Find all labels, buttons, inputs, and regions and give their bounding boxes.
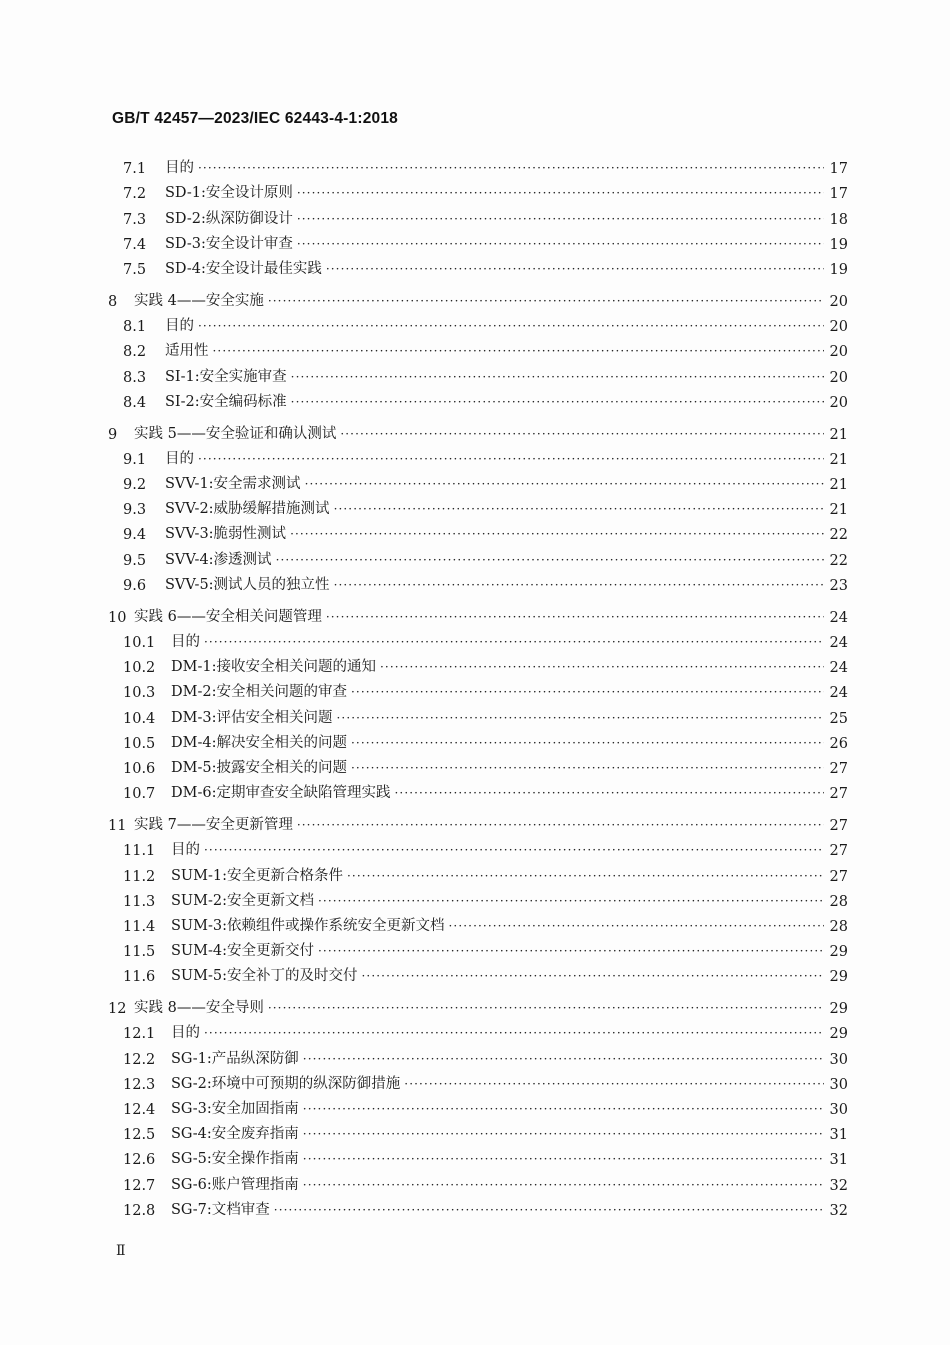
toc-entry-page: 31 (829, 1152, 848, 1169)
toc-entry-number: 11 (108, 818, 127, 835)
toc-chapter-entry[interactable] (108, 411, 848, 443)
toc-entry-number: 12.7 (123, 1177, 156, 1194)
toc-dot-leader (204, 1026, 824, 1042)
toc-section-entry[interactable] (108, 443, 848, 468)
toc-entry-number: 12 (108, 1001, 127, 1018)
toc-dot-leader (449, 919, 824, 935)
toc-dot-leader (351, 761, 824, 777)
toc-entry-number: 9.5 (123, 552, 147, 569)
toc-entry-page: 29 (829, 1001, 848, 1018)
toc-entry-page: 24 (829, 609, 848, 626)
toc-entry-number: 11.3 (123, 893, 156, 910)
toc-section-entry[interactable] (108, 935, 848, 960)
toc-entry-number: 8.2 (123, 344, 147, 361)
toc-chapter-entry[interactable] (108, 278, 848, 310)
toc-entry-page: 20 (829, 394, 848, 411)
toc-section-entry[interactable] (108, 626, 848, 651)
toc-entry-page: 24 (829, 685, 848, 702)
toc-entry-page: 25 (829, 710, 848, 727)
toc-entry-number: 10.7 (123, 786, 156, 803)
toc-entry-page: 21 (829, 477, 848, 494)
toc-entry-number: 11.5 (123, 944, 156, 961)
toc-entry-number: 11.1 (123, 843, 156, 860)
toc-dot-leader (198, 161, 824, 177)
toc-dot-leader (303, 1152, 824, 1168)
toc-dot-leader (336, 711, 824, 727)
toc-entry-page: 17 (829, 161, 848, 178)
toc-entry-page: 27 (829, 868, 848, 885)
toc-entry-page: 27 (829, 786, 848, 803)
toc-dot-leader (334, 578, 824, 594)
toc-entry-title: 实践 6——安全相关问题管理 (134, 608, 322, 625)
toc-section-entry[interactable] (108, 468, 848, 493)
toc-section-entry[interactable] (108, 1017, 848, 1042)
toc-section-entry[interactable] (108, 727, 848, 752)
toc-entry-page: 26 (829, 735, 848, 752)
toc-section-entry[interactable] (108, 386, 848, 411)
toc-entry-number: 7.4 (123, 236, 147, 253)
toc-entry-page: 20 (829, 293, 848, 310)
toc-dot-leader (380, 660, 824, 676)
toc-entry-title: SG-3:安全加固指南 (171, 1101, 299, 1117)
toc-section-entry[interactable] (108, 518, 848, 543)
toc-entry-page: 32 (829, 1202, 848, 1219)
toc-chapter-entry[interactable] (108, 985, 848, 1017)
toc-entry-title: SUM-2:安全更新文档 (171, 892, 315, 909)
toc-entry-number: 10.1 (123, 635, 156, 651)
toc-entry-number: 12.6 (123, 1152, 156, 1169)
toc-entry-number: 7.2 (123, 186, 147, 203)
toc-dot-leader (198, 452, 824, 468)
toc-entry-title: SUM-5:安全补丁的及时交付 (171, 968, 358, 985)
toc-dot-leader (297, 237, 824, 253)
toc-entry-title: SD-1:安全设计原则 (165, 185, 293, 202)
page-number: Ⅱ (116, 1243, 126, 1259)
toc-entry-page: 22 (829, 527, 848, 544)
toc-entry-number: 12.1 (123, 1026, 156, 1043)
toc-dot-leader (340, 427, 824, 443)
toc-dot-leader (326, 262, 824, 278)
toc-dot-leader (351, 685, 824, 701)
toc-entry-title: SVV-3:脆弱性测试 (165, 526, 287, 543)
toc-entry-title: 实践 4——安全实施 (134, 292, 264, 309)
toc-entry-page: 18 (829, 211, 848, 228)
toc-entry-page: 30 (829, 1076, 848, 1093)
toc-entry-number: 8 (108, 293, 118, 310)
toc-entry-title: DM-2:安全相关问题的审查 (171, 684, 347, 701)
toc-entry-title: SG-7:文档审查 (171, 1201, 270, 1218)
toc-entry-number: 12.8 (123, 1202, 156, 1219)
toc-entry-page: 20 (829, 369, 848, 386)
toc-dot-leader (204, 635, 824, 651)
toc-entry-page: 27 (829, 818, 848, 835)
toc-dot-leader (297, 186, 824, 202)
toc-dot-leader (318, 894, 824, 910)
toc-entry-title: 目的 (171, 1025, 200, 1042)
toc-dot-leader (303, 1127, 824, 1143)
toc-entry-title: SD-3:安全设计审查 (165, 235, 293, 252)
toc-entry-number: 9.6 (123, 577, 147, 594)
toc-entry-number: 10.3 (123, 685, 156, 702)
toc-dot-leader (318, 944, 824, 960)
toc-entry-title: SD-2:纵深防御设计 (165, 210, 293, 227)
toc-section-entry[interactable] (108, 651, 848, 676)
toc-entry-title: DM-5:披露安全相关的问题 (171, 759, 347, 776)
toc-entry-title: 实践 8——安全导则 (134, 1000, 264, 1017)
toc-entry-page: 30 (829, 1102, 848, 1118)
toc-entry-title: 实践 5——安全验证和确认测试 (134, 425, 337, 442)
toc-entry-title: 目的 (165, 450, 194, 467)
toc-entry-number: 9.2 (123, 477, 147, 494)
toc-entry-number: 12.3 (123, 1076, 156, 1093)
toc-entry-page: 32 (829, 1177, 848, 1194)
toc-entry-page: 31 (829, 1127, 848, 1144)
toc-dot-leader (274, 1203, 824, 1219)
toc-chapter-entry[interactable] (108, 802, 848, 834)
toc-entry-page: 29 (829, 969, 848, 986)
toc-entry-number: 10 (108, 609, 127, 626)
toc-dot-leader (291, 370, 824, 386)
toc-dot-leader (276, 553, 824, 569)
toc-entry-number: 9.1 (123, 451, 147, 468)
toc-section-entry[interactable] (108, 1143, 848, 1168)
toc-entry-number: 7.5 (123, 261, 147, 278)
toc-section-entry[interactable] (108, 543, 848, 568)
toc-section-entry[interactable] (108, 1168, 848, 1193)
toc-entry-title: SVV-2:威胁缓解措施测试 (165, 501, 330, 518)
toc-entry-number: 8.1 (123, 319, 147, 336)
toc-dot-leader (394, 786, 824, 802)
toc-section-entry[interactable] (108, 253, 848, 278)
toc-dot-leader (303, 1102, 824, 1118)
toc-entry-title: 适用性 (165, 343, 209, 360)
toc-entry-title: DM-1:接收安全相关问题的通知 (171, 659, 376, 676)
toc-entry-number: 10.2 (123, 660, 156, 677)
toc-entry-page: 28 (829, 918, 848, 935)
toc-entry-page: 27 (829, 760, 848, 777)
toc-entry-page: 30 (829, 1051, 848, 1068)
toc-entry-page: 23 (829, 577, 848, 594)
toc-entry-title: SUM-4:安全更新交付 (171, 943, 315, 960)
toc-section-entry[interactable] (108, 777, 848, 802)
toc-entry-title: SUM-3:依赖组件或操作系统安全更新文档 (171, 917, 445, 934)
toc-entry-title: DM-6:定期审查安全缺陷管理实践 (171, 785, 391, 802)
toc-section-entry[interactable] (108, 834, 848, 859)
toc-entry-page: 19 (829, 236, 848, 253)
toc-section-entry[interactable] (108, 1118, 848, 1143)
toc-entry-title: SVV-4:渗透测试 (165, 551, 272, 568)
toc-dot-leader (404, 1077, 824, 1093)
toc-chapter-entry[interactable] (108, 594, 848, 626)
toc-entry-title: SG-6:账户管理指南 (171, 1176, 299, 1193)
toc-dot-leader (268, 1001, 824, 1017)
toc-section-entry[interactable] (108, 1042, 848, 1067)
toc-section-entry[interactable] (108, 569, 848, 594)
toc-entry-title: SG-2:环境中可预期的纵深防御措施 (171, 1075, 401, 1092)
toc-entry-page: 21 (829, 502, 848, 519)
standard-code-header: GB/T 42457—2023/IEC 62443-4-1:2018 (112, 110, 398, 127)
toc-entry-page: 28 (829, 893, 848, 910)
toc-dot-leader (347, 869, 824, 885)
toc-dot-leader (303, 1178, 824, 1194)
toc-entry-number: 9 (108, 426, 118, 443)
toc-section-entry[interactable] (108, 177, 848, 202)
toc-section-entry[interactable] (108, 752, 848, 777)
toc-section-entry[interactable] (108, 1093, 848, 1118)
toc-dot-leader (297, 818, 824, 834)
toc-entry-title: DM-4:解决安全相关的问题 (171, 734, 347, 751)
toc-section-entry[interactable] (108, 228, 848, 253)
toc-dot-leader (351, 736, 824, 752)
toc-section-entry[interactable] (108, 335, 848, 360)
toc-entry-number: 10.6 (123, 760, 156, 777)
toc-entry-page: 24 (829, 635, 848, 651)
toc-dot-leader (291, 395, 824, 411)
toc-section-entry[interactable] (108, 1068, 848, 1093)
toc-entry-title: SUM-1:安全更新合格条件 (171, 867, 344, 884)
toc-dot-leader (204, 843, 824, 859)
toc-section-entry[interactable] (108, 701, 848, 726)
toc-entry-number: 8.4 (123, 394, 147, 411)
toc-entry-page: 27 (829, 843, 848, 860)
toc-entry-page: 29 (829, 1026, 848, 1043)
table-of-contents (108, 152, 848, 1219)
toc-entry-title: SG-4:安全废弃指南 (171, 1126, 299, 1143)
toc-section-entry[interactable] (108, 859, 848, 884)
toc-entry-number: 12.2 (123, 1051, 156, 1068)
toc-entry-title: 目的 (171, 842, 200, 859)
toc-entry-number: 9.4 (123, 527, 147, 544)
toc-entry-title: SVV-1:安全需求测试 (165, 476, 301, 493)
toc-section-entry[interactable] (108, 910, 848, 935)
toc-entry-title: SD-4:安全设计最佳实践 (165, 260, 322, 277)
toc-section-entry[interactable] (108, 202, 848, 227)
toc-entry-page: 20 (829, 319, 848, 336)
toc-entry-title: 实践 7——安全更新管理 (134, 817, 293, 834)
toc-entry-number: 11.4 (123, 918, 156, 935)
toc-entry-page: 29 (829, 944, 848, 961)
toc-entry-page: 19 (829, 261, 848, 278)
toc-section-entry[interactable] (108, 493, 848, 518)
toc-entry-title: DM-3:评估安全相关问题 (171, 709, 333, 726)
toc-dot-leader (305, 477, 824, 493)
toc-entry-title: 目的 (165, 318, 194, 335)
toc-dot-leader (290, 527, 824, 543)
toc-section-entry[interactable] (108, 310, 848, 335)
toc-entry-number: 10.4 (123, 710, 156, 727)
toc-section-entry[interactable] (108, 885, 848, 910)
toc-dot-leader (268, 294, 824, 310)
toc-dot-leader (198, 319, 824, 335)
toc-section-entry[interactable] (108, 152, 848, 177)
toc-dot-leader (326, 610, 824, 626)
toc-entry-page: 24 (829, 660, 848, 677)
toc-entry-number: 12.4 (123, 1102, 156, 1118)
toc-section-entry[interactable] (108, 360, 848, 385)
toc-dot-leader (303, 1052, 824, 1068)
toc-entry-number: 9.3 (123, 502, 147, 519)
toc-section-entry[interactable] (108, 960, 848, 985)
toc-dot-leader (297, 212, 824, 228)
toc-entry-title: SI-1:安全实施审查 (165, 368, 287, 385)
toc-entry-number: 12.5 (123, 1127, 156, 1144)
toc-entry-number: 11.6 (123, 969, 156, 986)
toc-entry-page: 21 (829, 451, 848, 468)
toc-dot-leader (334, 502, 824, 518)
toc-dot-leader (362, 969, 824, 985)
toc-entry-title: SI-2:安全编码标准 (165, 393, 287, 410)
toc-entry-number: 7.1 (123, 161, 147, 178)
toc-dot-leader (213, 344, 825, 360)
toc-entry-page: 21 (829, 426, 848, 443)
toc-section-entry[interactable] (108, 1194, 848, 1219)
toc-entry-page: 20 (829, 344, 848, 361)
toc-entry-number: 11.2 (123, 868, 156, 885)
toc-section-entry[interactable] (108, 676, 848, 701)
toc-entry-number: 8.3 (123, 369, 147, 386)
toc-entry-title: 目的 (171, 634, 200, 650)
toc-entry-title: 目的 (165, 160, 194, 177)
toc-entry-title: SG-5:安全操作指南 (171, 1151, 299, 1168)
toc-entry-page: 22 (829, 552, 848, 569)
toc-entry-title: SG-1:产品纵深防御 (171, 1050, 299, 1067)
toc-entry-page: 17 (829, 186, 848, 203)
toc-entry-number: 10.5 (123, 735, 156, 752)
toc-entry-title: SVV-5:测试人员的独立性 (165, 576, 330, 593)
toc-entry-number: 7.3 (123, 211, 147, 228)
